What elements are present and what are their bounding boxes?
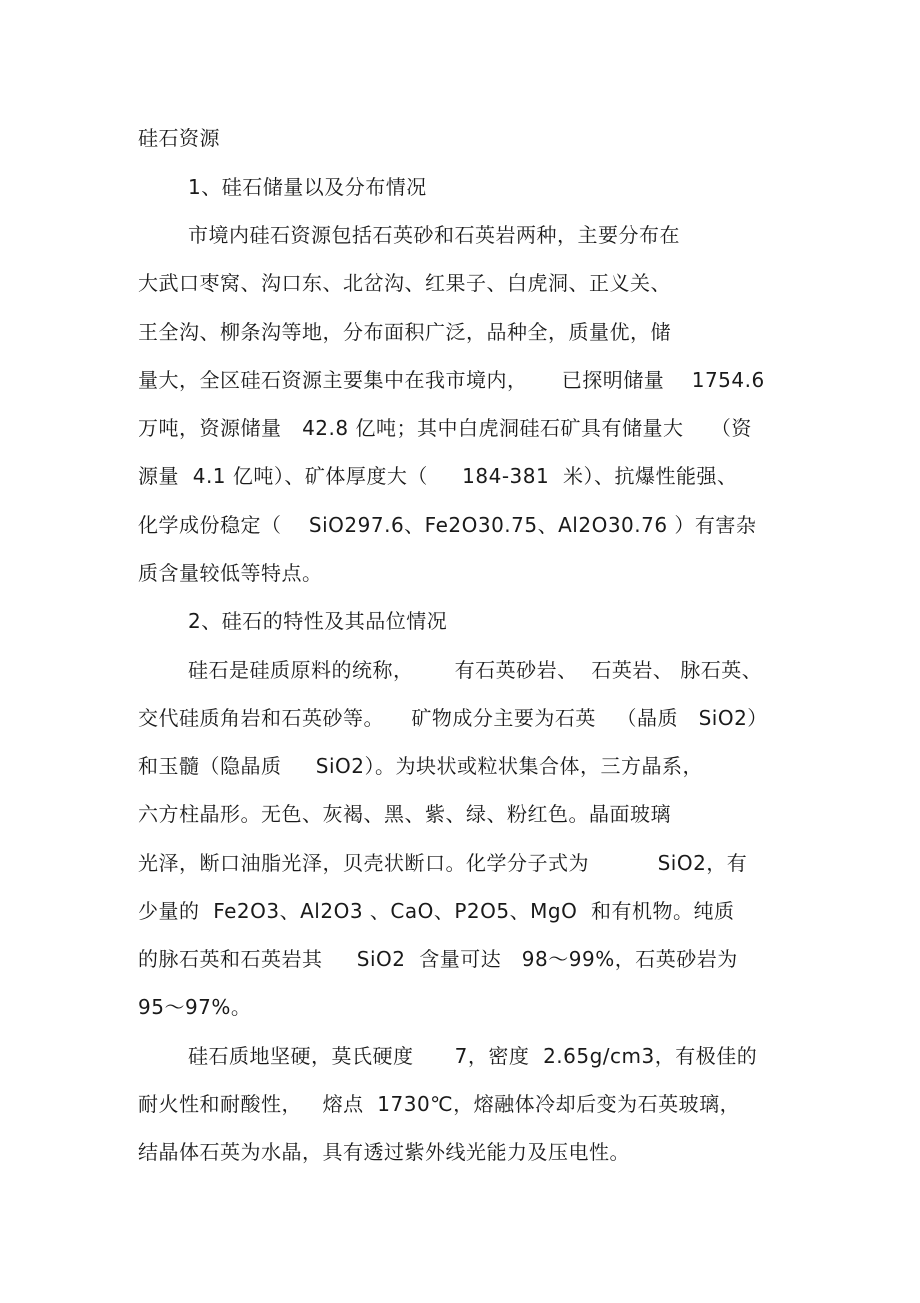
paragraph-line: 万吨，资源储量 42.8 亿吨；其中白虎洞硅石矿具有储量大 （资	[138, 416, 752, 440]
paragraph-line: 的脉石英和石英岩其 SiO2 含量可达 98～99%，石英砂岩为	[138, 947, 738, 971]
paragraph-line: 交代硅质角岩和石英砂等。 矿物成分主要为石英 （晶质 SiO2）	[138, 706, 768, 730]
paragraph-line: 和玉髓（隐晶质 SiO2）。为块状或粒状集合体，三方晶系，	[138, 754, 704, 778]
paragraph-line: 王全沟、柳条沟等地，分布面积广泛，品种全，质量优，储	[138, 320, 671, 344]
section-heading-properties: 2、硅石的特性及其品位情况	[188, 609, 448, 633]
paragraph-line: 少量的 Fe2O3、Al2O3 、CaO、P2O5、MgO 和有机物。纯质	[138, 899, 735, 923]
paragraph-line: 95～97%。	[138, 995, 252, 1019]
paragraph-line: 大武口枣窝、沟口东、北岔沟、红果子、白虎洞、正义关、	[138, 271, 671, 295]
paragraph-line: 硅石质地坚硬，莫氏硬度 7，密度 2.65g/cm3，有极佳的	[188, 1044, 758, 1068]
document-title: 硅石资源	[138, 126, 220, 150]
paragraph-line: 六方柱晶形。无色、灰褐、黑、紫、绿、粉红色。晶面玻璃	[138, 802, 671, 826]
paragraph-line: 化学成份稳定（ SiO297.6、Fe2O30.75、Al2O30.76 ）有害杂	[138, 513, 757, 537]
paragraph-line: 硅石是硅质原料的统称， 有石英砂岩、 石英岩、 脉石英、	[188, 658, 763, 682]
paragraph-line: 光泽，断口油脂光泽，贝壳状断口。化学分子式为 SiO2，有	[138, 851, 748, 875]
paragraph-line: 结晶体石英为水晶，具有透过紫外线光能力及压电性。	[138, 1140, 630, 1164]
paragraph-line: 市境内硅石资源包括石英砂和石英岩两种，主要分布在	[188, 223, 680, 247]
paragraph-line: 源量 4.1 亿吨）、矿体厚度大（ 184-381 米）、抗爆性能强、	[138, 464, 738, 488]
paragraph-line: 量大，全区硅石资源主要集中在我市境内， 已探明储量 1754.6	[138, 368, 765, 392]
paragraph-line: 质含量较低等特点。	[138, 561, 323, 585]
section-heading-reserves: 1、硅石储量以及分布情况	[188, 175, 427, 199]
paragraph-line: 耐火性和耐酸性， 熔点 1730℃，熔融体冷却后变为石英玻璃，	[138, 1092, 741, 1116]
